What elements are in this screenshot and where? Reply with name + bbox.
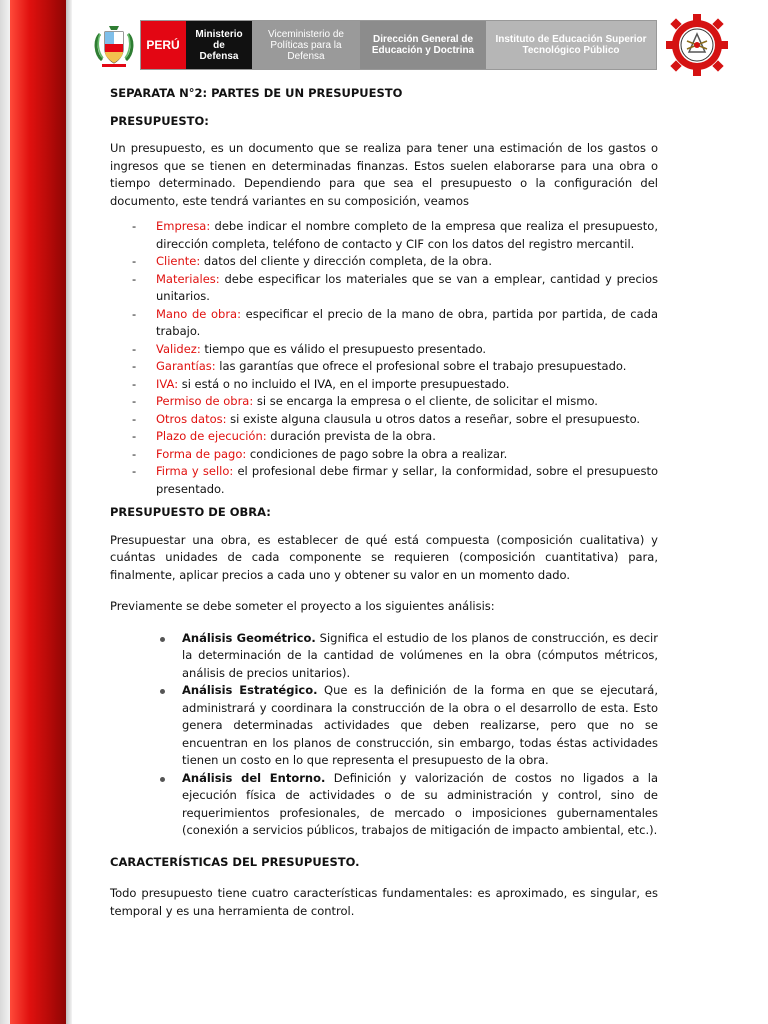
- heading-presupuesto: PRESUPUESTO:: [110, 113, 209, 128]
- list-item: - IVA: si está o no incluido el IVA, en el importe presupuestado.: [110, 376, 658, 394]
- header-direccion: Dirección General de Educación y Doctrina: [360, 21, 486, 69]
- obra-paragraph-1: Presupuestar una obra, es establecer de qué está compuesta (composición cualitativa) y cuántas unidades de cada componente se requieren (composición cuantitativa) para, finalmente, aplicar precios a cada uno y obtener su valor en un momento dado.: [110, 532, 658, 582]
- header-viceministerio: Viceministerio de Políticas para la Defensa: [252, 21, 360, 69]
- list-item: - Cliente: datos del cliente y dirección completa, de la obra.: [110, 253, 658, 271]
- institute-gear-logo-icon: [666, 14, 728, 76]
- bullet-icon: [160, 689, 165, 694]
- list-item: - Garantías: las garantías que ofrece el profesional sobre el trabajo presupuestado.: [110, 358, 658, 376]
- institutional-header: [92, 20, 728, 70]
- left-band-grey: [0, 0, 10, 1024]
- left-band-red: [10, 0, 66, 1024]
- list-item: - Otros datos: si existe alguna clausula u otros datos a reseñar, sobre el presupuesto.: [110, 411, 658, 429]
- bullet-icon: [160, 777, 165, 782]
- caracteristicas-paragraph: Todo presupuesto tiene cuatro características fundamentales: es aproximado, es singular, es temporal y es una herramienta de control.: [110, 886, 658, 918]
- header-instituto: Instituto de Educación Superior Tecnológico Público: [486, 21, 656, 69]
- list-item: - Materiales: debe especificar los materiales que se van a emplear, cantidad y precios unitarios.: [110, 271, 658, 306]
- list-item: Análisis del Entorno. Definición y valorización de costos no ligados a la ejecución física de actividades o de su administración y control, sino de requerimientos profesionales, de mercado o imposiciones gubernamentales (conexión a servicios públicos, trabajos de mitigación de impacto ambiental, etc.).: [110, 770, 658, 840]
- document-title: SEPARATA N°2: PARTES DE UN PRESUPUESTO: [110, 86, 403, 100]
- list-item: Análisis Geométrico. Significa el estudio de los planos de construcción, es decir la determinación de la cantidad de volúmenes en la obra (cómputos métricos, análisis de precios unitarios).: [110, 630, 658, 683]
- budget-parts-list: [110, 218, 658, 498]
- intro-paragraph: Un presupuesto, es un documento que se realiza para tener una estimación de los gastos o ingresos que se tienen en determinadas finanzas. Estos suelen elaborarse para una obra o tiempo determinado. Dependiendo para que sea el presupuesto o la configuración del documento, este tendrá variantes en su composición, veamos: [110, 141, 658, 208]
- left-band-edge: [66, 0, 72, 1024]
- obra-paragraph-2: Previamente se debe someter el proyecto a los siguientes análisis:: [110, 599, 495, 613]
- peru-coat-of-arms-icon: [92, 20, 136, 70]
- list-item: - Mano de obra: especificar el precio de la mano de obra, partida por partida, de cada trabajo.: [110, 306, 658, 341]
- list-item: - Empresa: debe indicar el nombre completo de la empresa que realiza el presupuesto, dirección completa, teléfono de contacto y CIF con los datos del registro mercantil.: [110, 218, 658, 253]
- list-item: - Validez: tiempo que es válido el presupuesto presentado.: [110, 341, 658, 359]
- list-item: - Forma de pago: condiciones de pago sobre la obra a realizar.: [110, 446, 658, 464]
- list-item: Análisis Estratégico. Que es la definición de la forma en que se ejecutará, administrará y coordinara la construcción de la obra o el desarrollo de esta. Esto genera determinadas actividades que deben realizarse, pero que no se encuentran en los planos de construcción, sin embargo, todas éstas actividades tienen un costo en lo que representa el presupuesto de la obra.: [110, 682, 658, 770]
- header-peru: PERÚ: [140, 21, 186, 69]
- document-body: [110, 85, 658, 920]
- bullet-icon: [160, 637, 165, 642]
- heading-presupuesto-obra: PRESUPUESTO DE OBRA:: [110, 505, 271, 519]
- header-ministerio: Ministerio de Defensa: [186, 21, 252, 69]
- list-item: - Plazo de ejecución: duración prevista de la obra.: [110, 428, 658, 446]
- heading-caracteristicas: CARACTERÍSTICAS DEL PRESUPUESTO.: [110, 854, 360, 869]
- list-item: - Firma y sello: el profesional debe firmar y sellar, la conformidad, sobre el presupuesto presentado.: [110, 463, 658, 498]
- analysis-list: [110, 630, 658, 840]
- list-item: - Permiso de obra: si se encarga la empresa o el cliente, de solicitar el mismo.: [110, 393, 658, 411]
